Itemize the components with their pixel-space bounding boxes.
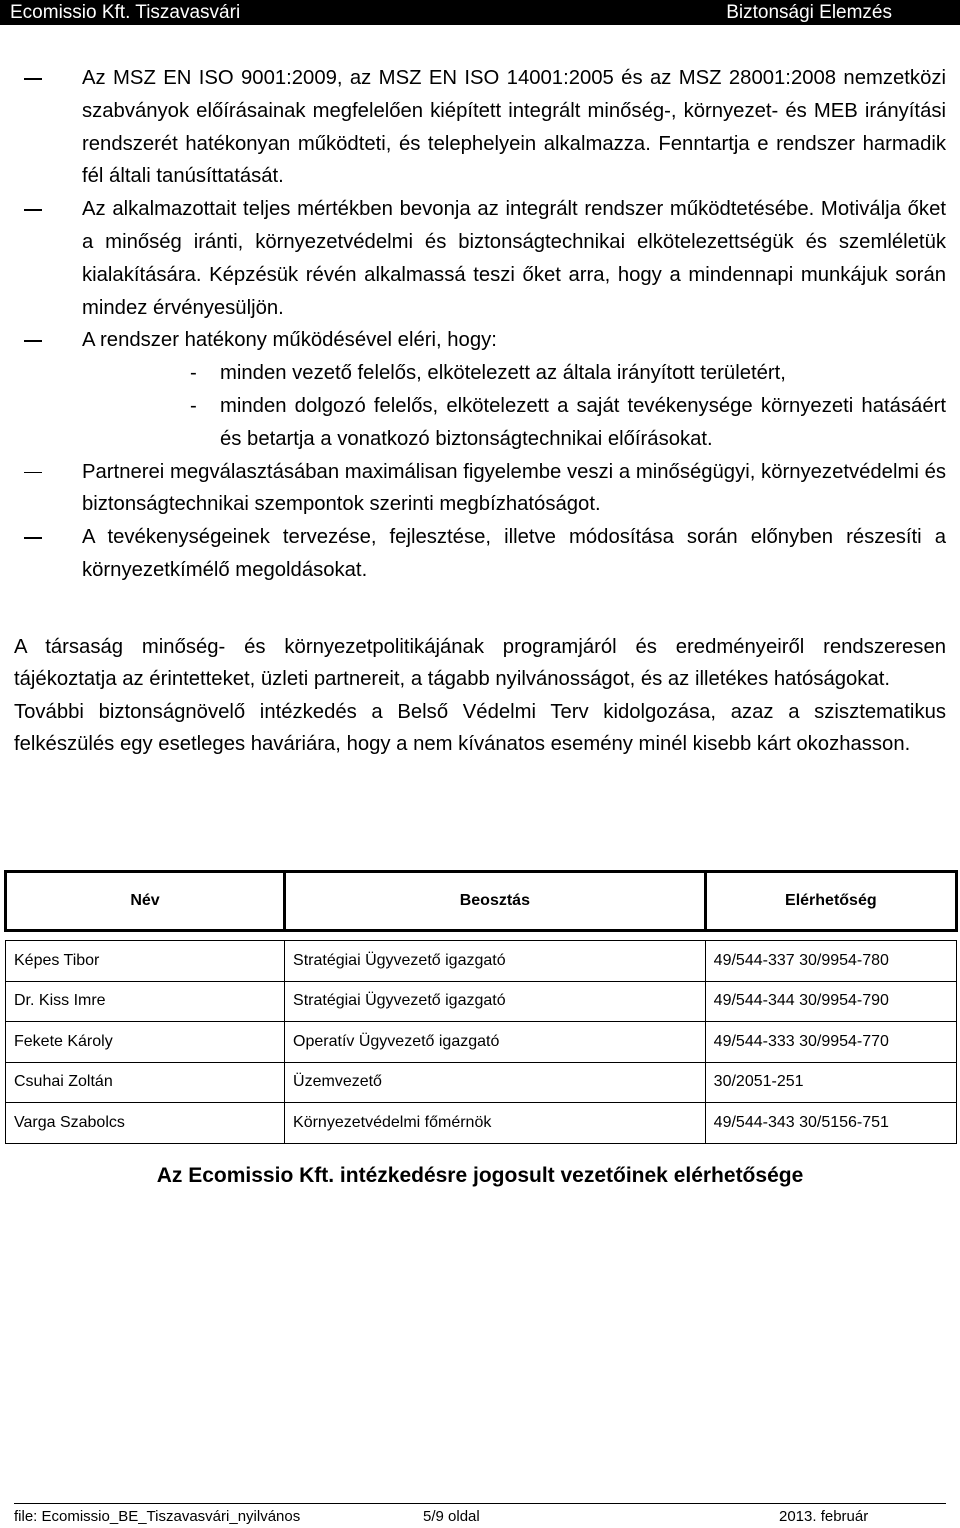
dash-bullet-icon <box>24 472 42 474</box>
cell-contact: 30/2051-251 <box>705 1062 956 1103</box>
page-footer <box>14 1503 946 1527</box>
list-item <box>14 456 946 522</box>
header-doc-title: Biztonsági Elemzés <box>726 2 892 23</box>
cell-position: Üzemvezető <box>285 1062 706 1103</box>
document-body <box>14 62 946 761</box>
page-header <box>0 0 960 25</box>
hyphen-marker: - <box>190 394 197 417</box>
sub-list-item <box>14 357 946 390</box>
cell-name: Képes Tibor <box>6 941 285 982</box>
dash-bullet-icon <box>24 209 42 211</box>
table-row <box>6 981 957 1022</box>
list-item-text: Partnerei megválasztásában maximálisan figyelembe veszi a minőségügyi, környezetvédelmi és biztonságtechnikai szempontok szerinti megbízhatóságot. <box>82 460 946 516</box>
table-caption <box>0 1164 960 1188</box>
cell-contact: 49/544-333 30/9954-770 <box>705 1022 956 1063</box>
table-row <box>6 1062 957 1103</box>
cell-position: Operatív Ügyvezető igazgató <box>285 1022 706 1063</box>
cell-position: Stratégiai Ügyvezető igazgató <box>285 981 706 1022</box>
cell-name: Dr. Kiss Imre <box>6 981 285 1022</box>
contacts-table <box>4 870 958 1144</box>
table-row <box>6 1103 957 1144</box>
list-item-text: A tevékenységeinek tervezése, fejlesztése, illetve módosítása során előnyben részesíti a környezetkímélő megoldásokat. <box>82 526 946 581</box>
table-row <box>6 1022 957 1063</box>
header-company: Ecomissio Kft. Tiszavasvári <box>10 2 241 23</box>
footer-file-name: file: Ecomissio_BE_Tiszavasvári_nyilvános <box>14 1508 301 1525</box>
dash-bullet-icon <box>24 78 42 80</box>
table-header-row <box>6 872 957 931</box>
footer-date: 2013. február <box>779 1508 869 1525</box>
table-spacer <box>6 931 957 941</box>
cell-name: Fekete Károly <box>6 1022 285 1063</box>
paragraph-safety-measure: További biztonságnövelő intézkedés a Belső Védelmi Terv kidolgozása, azaz a szisztematikus felkészülés egy esetleges haváriára, hogy a nem kívánatos esemény minél kisebb kárt okozhasson. <box>14 700 946 756</box>
column-header-position: Beosztás <box>285 872 706 931</box>
list-item-text: Az alkalmazottait teljes mértékben bevonja az integrált rendszer működtetésébe. Motiválja őket a minőség iránti, környezetvédelmi és biztonságtechnikai elkötelezettségük és szemléletük kialakítására. Képzésük révén alkalmassá teszi őket arra, hogy a mindennapi munkájuk során mindez érvényesüljön. <box>82 198 946 319</box>
dash-bullet-icon <box>24 340 42 342</box>
sub-list-item-text: minden dolgozó felelős, elkötelezett a saját tevékenysége környezeti hatásáért és betartja a vonatkozó biztonságtechnikai előírásokat. <box>220 394 946 450</box>
cell-name: Csuhai Zoltán <box>6 1062 285 1103</box>
column-header-contact: Elérhetőség <box>705 872 956 931</box>
table-spacer-cell <box>6 931 957 941</box>
list-item <box>14 62 946 193</box>
list-item-text: Az MSZ EN ISO 9001:2009, az MSZ EN ISO 14001:2005 és az MSZ 28001:2008 nemzetközi szabványok előírásainak megfelelően kiépített integrált minőség-, környezet- és MEB irányítási rendszerét hatékonyan működteti, és telephelyein alkalmazza. Fenntartja e rendszer harmadik fél általi tanúsíttatását. <box>82 67 946 188</box>
sub-list-item <box>14 390 946 456</box>
list-item-text: A rendszer hatékony működésével eléri, hogy: <box>82 329 497 352</box>
column-header-name: Név <box>6 872 285 931</box>
policy-list <box>14 62 946 587</box>
cell-name: Varga Szabolcs <box>6 1103 285 1144</box>
cell-position: Stratégiai Ügyvezető igazgató <box>285 941 706 982</box>
table-row <box>6 941 957 982</box>
dash-bullet-icon <box>24 537 42 539</box>
list-item <box>14 324 946 357</box>
list-item <box>14 521 946 587</box>
sub-list-item-text: minden vezető felelős, elkötelezett az általa irányított területért, <box>220 362 786 385</box>
list-item <box>14 193 946 324</box>
table-caption-text: Az Ecomissio Kft. intézkedésre jogosult vezetőinek elérhetősége <box>156 1164 804 1187</box>
cell-contact: 49/544-343 30/5156-751 <box>705 1103 956 1144</box>
footer-page-number: 5/9 oldal <box>423 1508 480 1525</box>
paragraph-communication: A társaság minőség- és környezetpolitikájának programjáról és eredményeiről rendszeresen tájékoztatja az érintetteket, üzleti partnereit, a tágabb nyilvánosságot, és az illetékes hatóságokat. <box>14 635 946 691</box>
hyphen-marker: - <box>190 362 197 385</box>
cell-position: Környezetvédelmi főmérnök <box>285 1103 706 1144</box>
cell-contact: 49/544-337 30/9954-780 <box>705 941 956 982</box>
cell-contact: 49/544-344 30/9954-790 <box>705 981 956 1022</box>
